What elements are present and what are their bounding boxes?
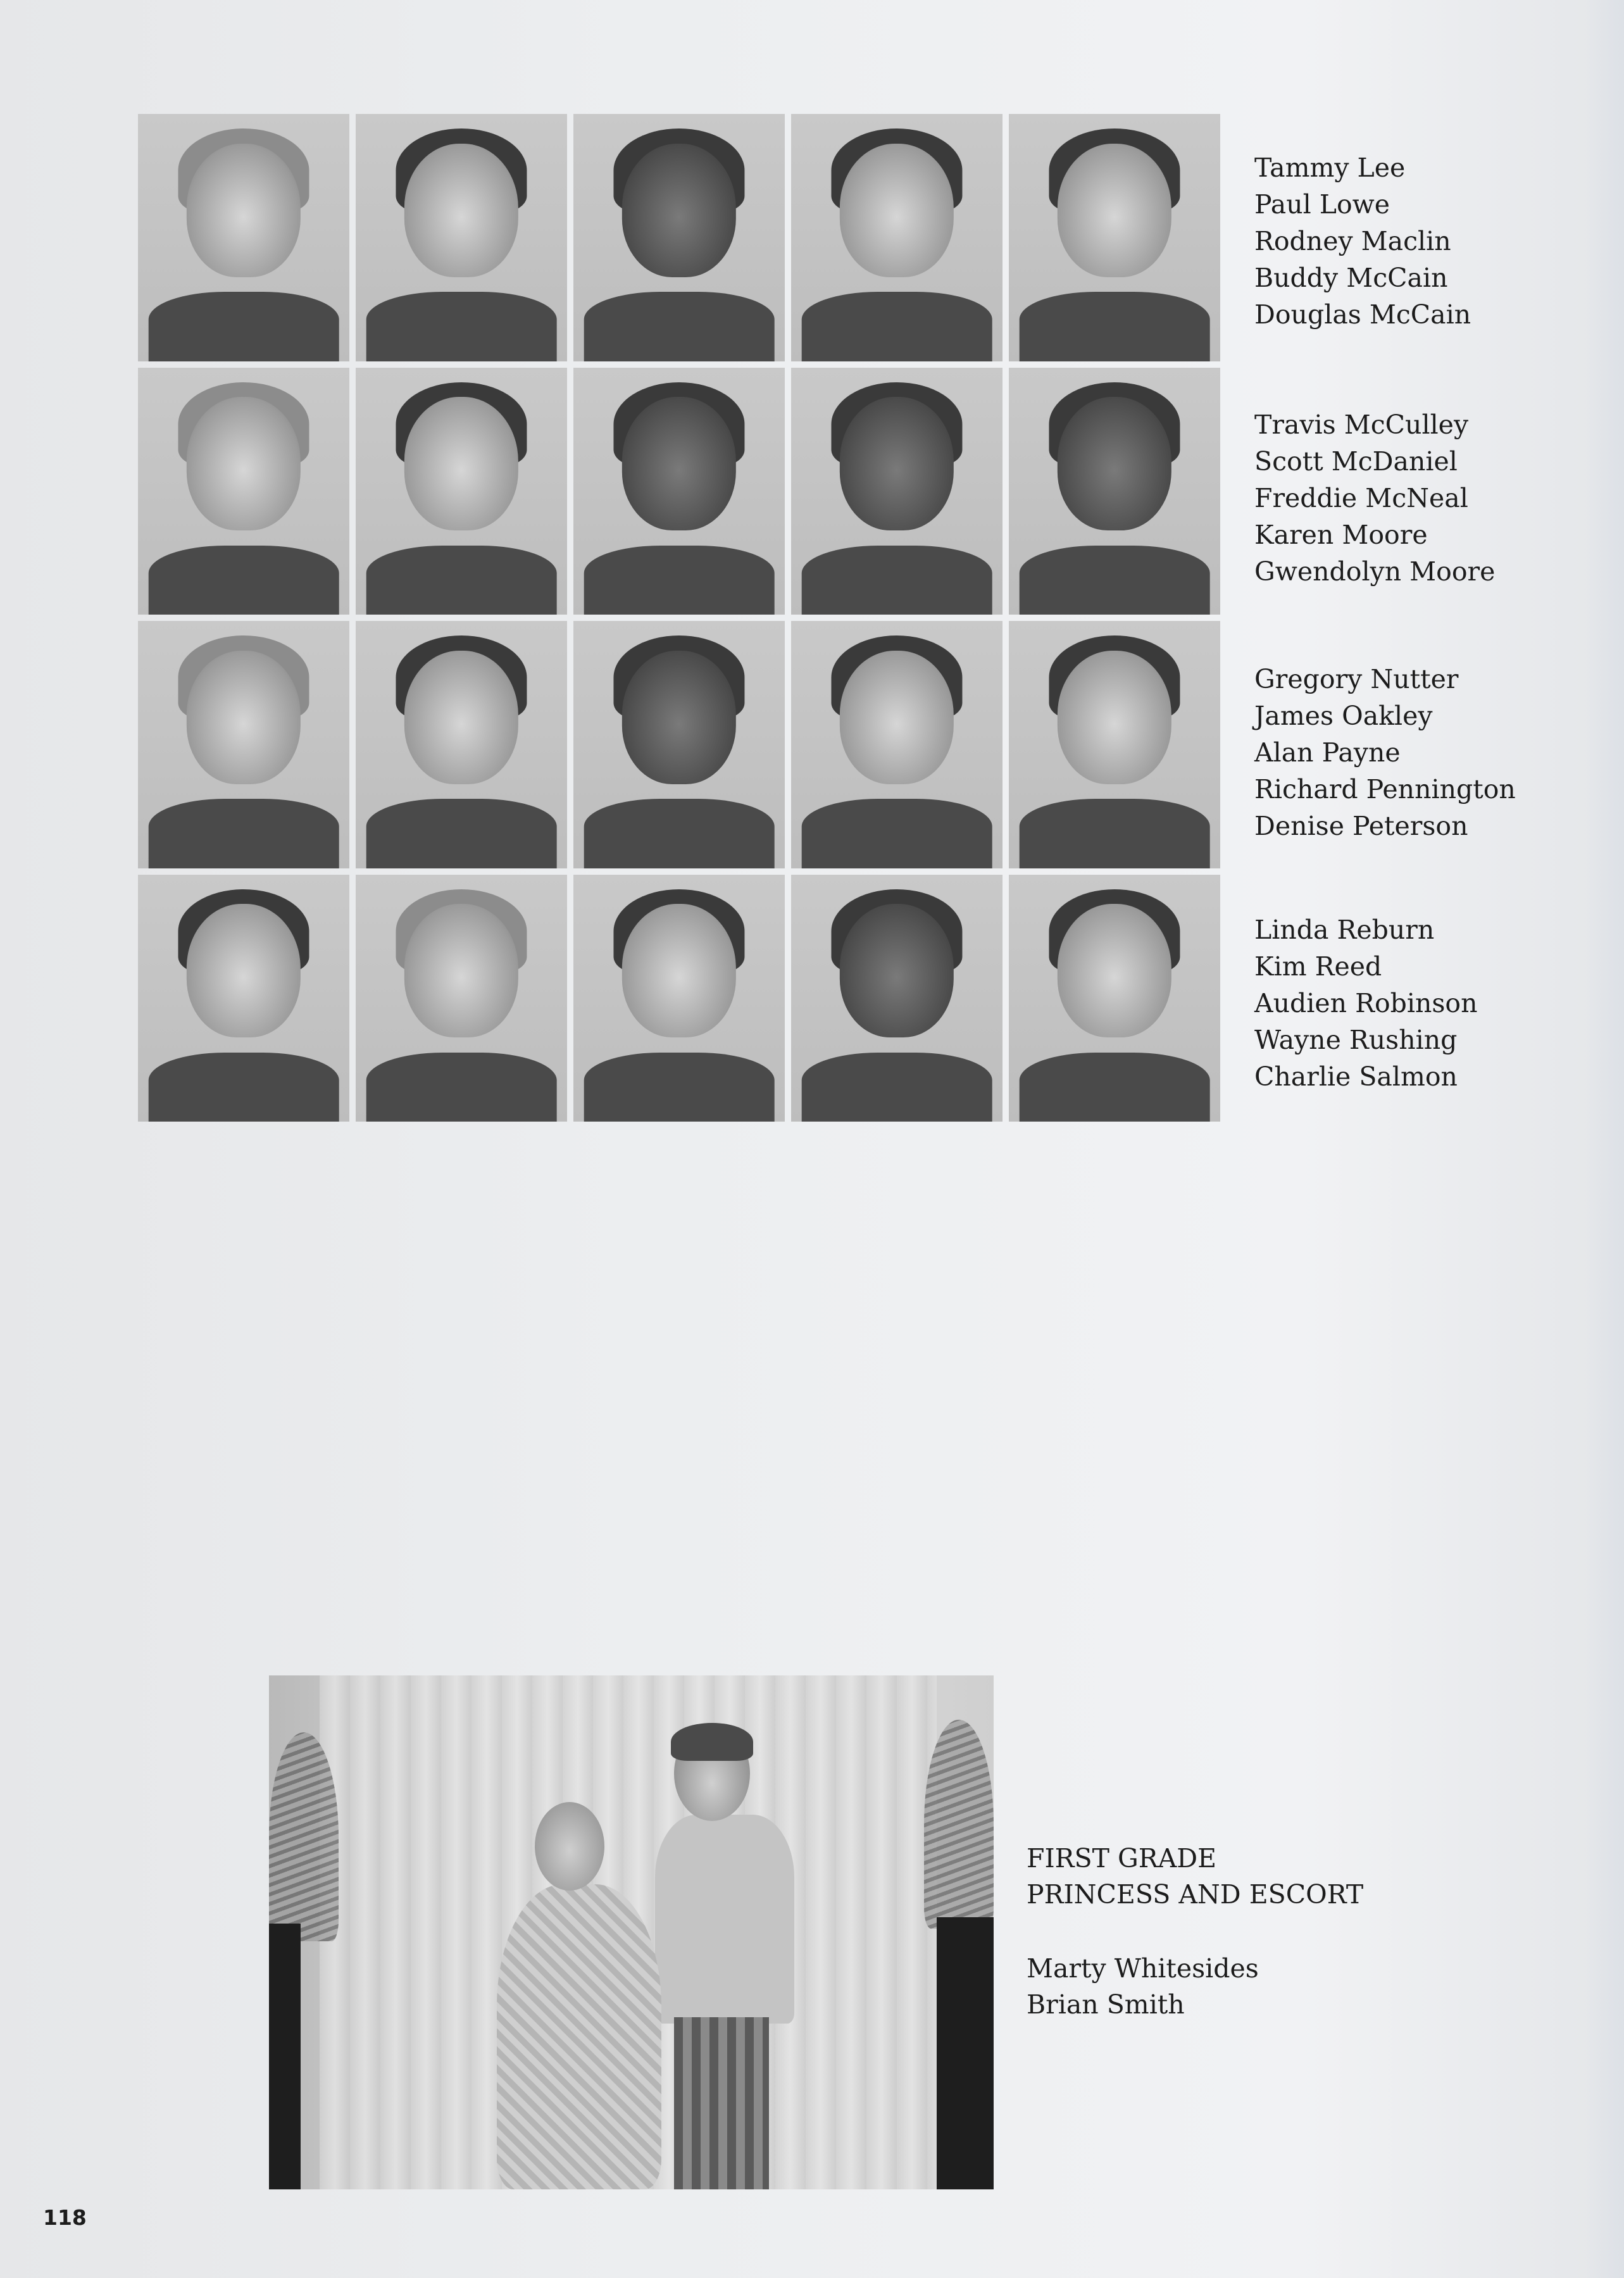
portrait-photo	[1009, 875, 1220, 1122]
name-list-row-3	[1254, 661, 1516, 844]
student-name: Kim Reed	[1254, 951, 1382, 982]
student-name: Douglas McCain	[1254, 299, 1471, 330]
fern-plant-left	[269, 1732, 339, 1941]
pedestal-left	[269, 1924, 301, 2189]
princess-escort-photo	[269, 1675, 994, 2189]
caption-title-line2: PRINCESS AND ESCORT	[1027, 1879, 1364, 1910]
portrait-photo	[573, 368, 785, 615]
portrait-photo	[791, 114, 1003, 361]
portrait-photo	[1009, 621, 1220, 868]
portrait-photo	[791, 621, 1003, 868]
portrait-photo	[573, 621, 785, 868]
portrait-photo	[356, 621, 567, 868]
student-name: Linda Reburn	[1254, 915, 1435, 945]
student-name: Wayne Rushing	[1254, 1025, 1458, 1055]
portrait-photo	[573, 114, 785, 361]
student-name: Gwendolyn Moore	[1254, 556, 1496, 587]
portrait-photo	[356, 875, 567, 1122]
student-name: Audien Robinson	[1254, 988, 1478, 1018]
portrait-photo	[1009, 114, 1220, 361]
princess-figure	[497, 1802, 661, 2189]
student-name: Karen Moore	[1254, 520, 1428, 550]
student-name: Richard Pennington	[1254, 774, 1516, 804]
princess-name: Marty Whitesides	[1027, 1953, 1259, 1984]
portrait-photo	[138, 621, 349, 868]
student-name: Scott McDaniel	[1254, 446, 1458, 477]
portrait-photo	[791, 368, 1003, 615]
name-list-row-4	[1254, 911, 1478, 1095]
student-name: Paul Lowe	[1254, 189, 1390, 220]
page-number: 118	[43, 2205, 87, 2230]
portrait-photo	[1009, 368, 1220, 615]
portrait-photo	[356, 114, 567, 361]
student-name: Denise Peterson	[1254, 811, 1468, 841]
student-name: Tammy Lee	[1254, 153, 1406, 183]
name-list-row-2	[1254, 406, 1495, 590]
student-name: Charlie Salmon	[1254, 1061, 1458, 1092]
caption-title-line1: FIRST GRADE	[1027, 1843, 1217, 1874]
escort-figure	[642, 1726, 801, 2189]
page-edge-shadow	[1586, 0, 1624, 2278]
student-name: Alan Payne	[1254, 737, 1401, 768]
student-name: Buddy McCain	[1254, 263, 1448, 293]
student-name: Gregory Nutter	[1254, 664, 1459, 694]
student-name: Freddie McNeal	[1254, 483, 1468, 513]
portrait-photo	[138, 114, 349, 361]
student-name: James Oakley	[1254, 701, 1433, 731]
portrait-photo	[573, 875, 785, 1122]
student-name: Rodney Maclin	[1254, 226, 1451, 256]
portrait-photo	[138, 368, 349, 615]
student-name: Travis McCulley	[1254, 410, 1469, 440]
portrait-grid	[138, 114, 1220, 1122]
portrait-photo	[791, 875, 1003, 1122]
portrait-photo	[138, 875, 349, 1122]
escort-name: Brian Smith	[1027, 1989, 1185, 2020]
feature-caption	[1027, 1841, 1363, 2023]
portrait-photo	[356, 368, 567, 615]
fern-plant-right	[924, 1720, 994, 1929]
pedestal-right	[937, 1917, 994, 2189]
name-list-row-1	[1254, 149, 1471, 333]
